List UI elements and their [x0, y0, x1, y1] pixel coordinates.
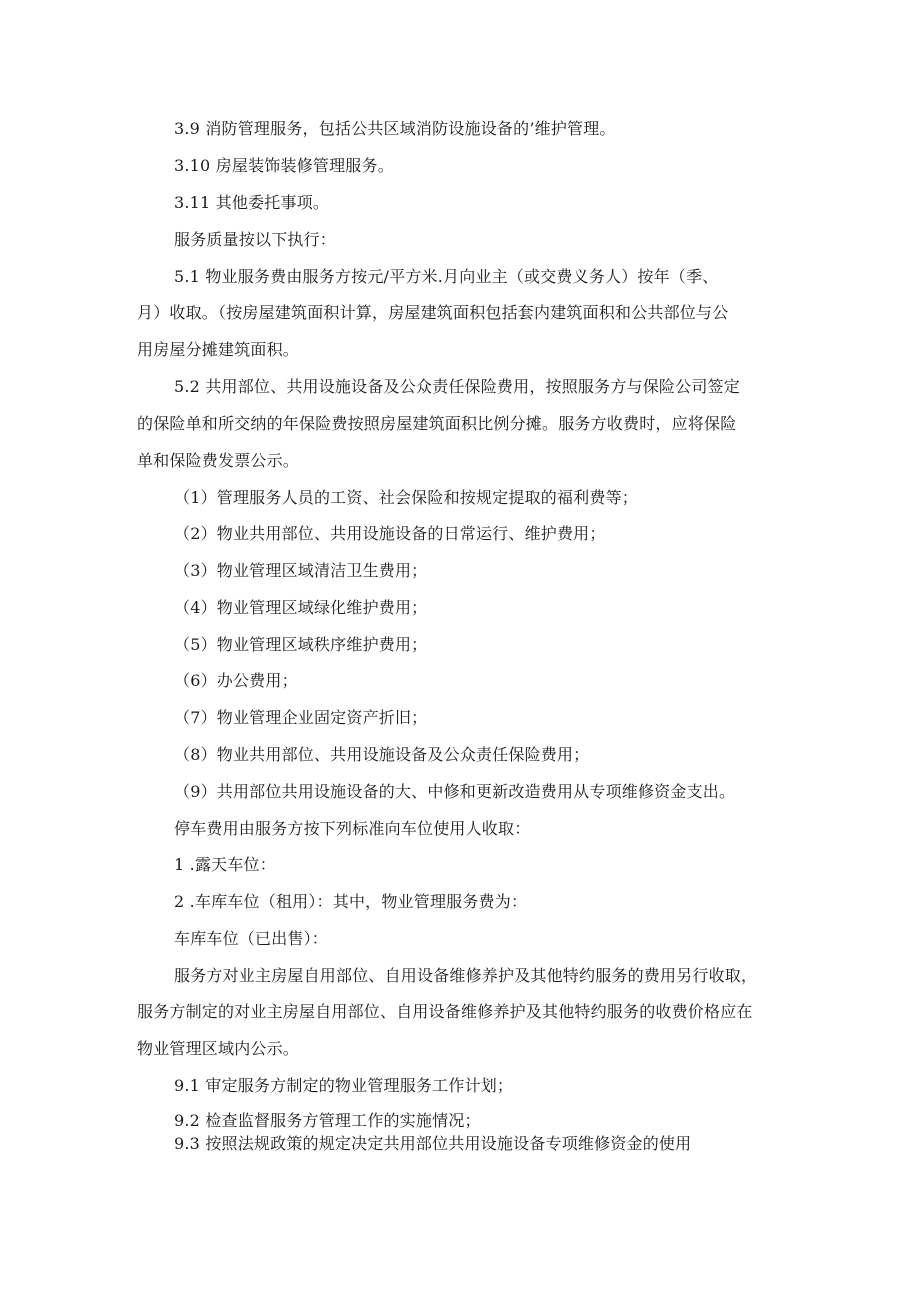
line-5-1-a: 5.1 物业服务费由服务方按元/平方米.月向业主（或交费义务人）按年（季、	[174, 267, 719, 286]
line-3-11: 3.11 其他委托事项。	[174, 193, 330, 212]
line-3-10: 3.10 房屋装饰装修管理服务。	[174, 156, 394, 175]
list-item-9: （9）共用部位共用设施设备的大、中修和更新改造费用从专项维修资金支出。	[174, 782, 736, 801]
list-item-1: （1）管理服务人员的工资、社会保险和按规定提取的福利费等；	[174, 488, 638, 507]
line-5-2-b: 的保险单和所交纳的年保险费按照房屋建筑面积比例分摊。服务方收费时，应将保险	[137, 414, 737, 433]
line-special-service-a: 服务方对业主房屋自用部位、自用设备维修养护及其他特约服务的费用另行收取，	[174, 966, 758, 985]
list-item-8: （8）物业共用部位、共用设施设备及公众责任保险费用；	[174, 745, 590, 764]
list-item-2: （2）物业共用部位、共用设施设备的日常运行、维护费用；	[174, 524, 606, 543]
line-service-quality: 服务质量按以下执行：	[174, 230, 337, 249]
list-item-5: （5）物业管理区域秩序维护费用；	[174, 635, 428, 654]
line-3-9: 3.9 消防管理服务，包括公共区域消防设施设备的’维护管理。	[174, 119, 616, 138]
list-item-6: （6）办公费用；	[174, 671, 298, 690]
line-open-air-space: 1 .露天车位：	[174, 855, 276, 874]
line-9-1: 9.1 审定服务方制定的物业管理服务工作计划；	[174, 1076, 514, 1095]
line-5-1-b: 月）收取。（按房屋建筑面积计算，房屋建筑面积包括套内建筑面积和公共部位与公	[137, 303, 729, 322]
list-item-4: （4）物业管理区域绿化维护费用；	[174, 598, 428, 617]
line-special-service-b: 服务方制定的对业主房屋自用部位、自用设备维修养护及其他特约服务的收费价格应在	[137, 1002, 753, 1021]
line-9-2: 9.2 检查监督服务方管理工作的实施情况；	[174, 1111, 481, 1130]
line-9-3: 9.3 按照法规政策的规定决定共用部位共用设施设备专项维修资金的使用	[174, 1134, 692, 1153]
line-garage-sold: 车库车位（已出售）：	[174, 929, 329, 948]
line-parking-fee: 停车费用由服务方按下列标准向车位使用人收取：	[174, 819, 531, 838]
line-special-service-c: 物业管理区域内公示。	[137, 1039, 300, 1058]
line-5-1-c: 用房屋分摊建筑面积。	[137, 340, 300, 359]
list-item-3: （3）物业管理区域清洁卫生费用；	[174, 561, 428, 580]
line-garage-rented: 2 .车库车位（租用）：其中，物业管理服务费为：	[174, 892, 528, 911]
line-5-2-a: 5.2 共用部位、共用设施设备及公众责任保险费用，按照服务方与保险公司签定	[174, 377, 740, 396]
list-item-7: （7）物业管理企业固定资产折旧；	[174, 708, 428, 727]
line-5-2-c: 单和保险费发票公示。	[137, 451, 300, 470]
